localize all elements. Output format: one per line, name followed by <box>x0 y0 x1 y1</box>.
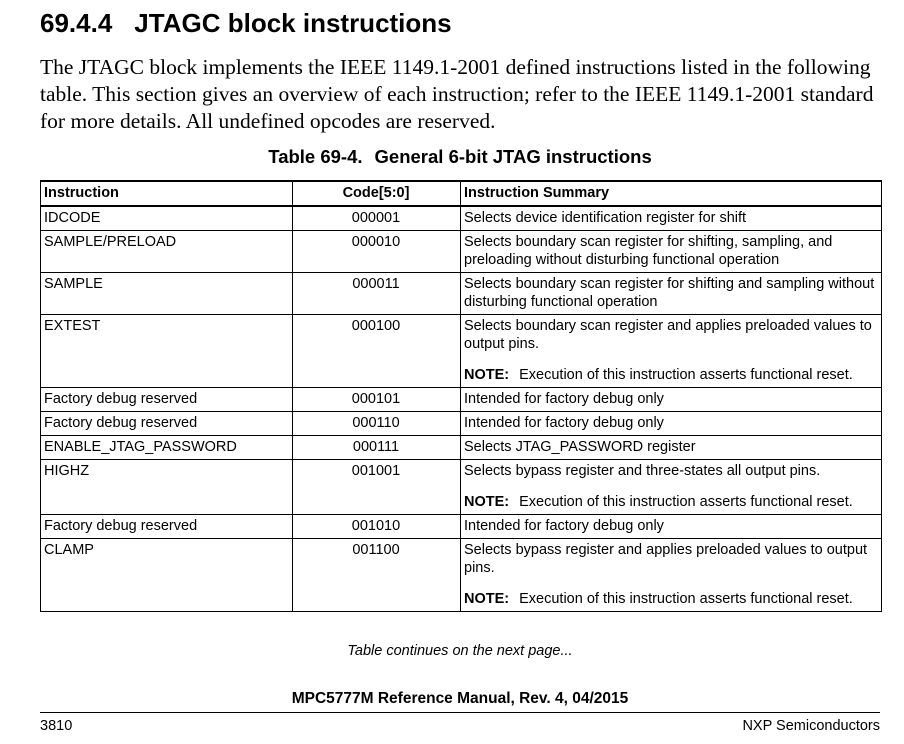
summary-cell <box>461 206 882 231</box>
code-cell: 000001 <box>293 206 461 231</box>
instruction-cell: Factory debug reserved <box>41 412 293 436</box>
table-row <box>41 412 882 436</box>
note-label: NOTE: <box>464 591 510 607</box>
instruction-cell: HIGHZ <box>41 460 293 515</box>
summary-cell <box>461 315 882 388</box>
summary-text: Selects boundary scan register for shifting and sampling without disturbing functional operation <box>464 276 875 310</box>
note-label: NOTE: <box>464 367 510 383</box>
code-cell: 001010 <box>293 515 461 539</box>
summary-text: Selects boundary scan register for shifting, sampling, and preloading without disturbing functional operation <box>464 234 833 268</box>
table-row <box>41 515 882 539</box>
summary-cell <box>461 460 882 515</box>
summary-cell <box>461 515 882 539</box>
table-row <box>41 460 882 515</box>
footer-divider <box>40 712 880 713</box>
summary-text: Selects JTAG_PASSWORD register <box>464 439 696 455</box>
footer-page-number: 3810 <box>40 718 73 734</box>
note-text <box>464 590 877 608</box>
summary-cell <box>461 388 882 412</box>
note-body: Execution of this instruction asserts functional reset. <box>519 367 853 383</box>
note-text <box>464 493 877 511</box>
table-header-row <box>41 181 882 206</box>
summary-cell <box>461 412 882 436</box>
table-label: Table 69-4. <box>268 146 363 167</box>
footer-vendor: NXP Semiconductors <box>742 718 880 734</box>
code-cell: 001100 <box>293 539 461 612</box>
section-number: 69.4.4 <box>40 8 113 38</box>
summary-text: Intended for factory debug only <box>464 415 664 431</box>
summary-text: Intended for factory debug only <box>464 391 664 407</box>
code-cell: 001001 <box>293 460 461 515</box>
instruction-cell: Factory debug reserved <box>41 388 293 412</box>
summary-cell <box>461 436 882 460</box>
header-code: Code[5:0] <box>293 181 461 206</box>
table-row <box>41 206 882 231</box>
header-instruction: Instruction <box>41 181 293 206</box>
summary-cell <box>461 231 882 273</box>
section-heading <box>40 8 452 39</box>
intro-paragraph: The JTAGC block implements the IEEE 1149.1-2001 defined instructions listed in the following table. This section gives an overview of each instruction; refer to the IEEE 1149.1-2001 standard for more details. All undefined opcodes are reserved. <box>40 55 874 133</box>
instruction-cell: EXTEST <box>41 315 293 388</box>
header-summary: Instruction Summary <box>461 181 882 206</box>
code-cell: 000111 <box>293 436 461 460</box>
code-cell: 000110 <box>293 412 461 436</box>
instruction-cell: SAMPLE <box>41 273 293 315</box>
code-cell: 000010 <box>293 231 461 273</box>
note-body: Execution of this instruction asserts functional reset. <box>519 494 853 510</box>
code-cell: 000011 <box>293 273 461 315</box>
table-continuation: Table continues on the next page... <box>347 643 573 659</box>
table-row <box>41 231 882 273</box>
table-caption <box>40 146 880 168</box>
instruction-cell: Factory debug reserved <box>41 515 293 539</box>
code-cell: 000101 <box>293 388 461 412</box>
footer-manual-title: MPC5777M Reference Manual, Rev. 4, 04/2015 <box>291 690 629 707</box>
note-label: NOTE: <box>464 494 510 510</box>
table-title: General 6-bit JTAG instructions <box>374 146 652 167</box>
note-text <box>464 366 877 384</box>
instruction-cell: ENABLE_JTAG_PASSWORD <box>41 436 293 460</box>
summary-cell <box>461 273 882 315</box>
table-row <box>41 436 882 460</box>
instruction-table <box>40 180 882 612</box>
instruction-cell: SAMPLE/PRELOAD <box>41 231 293 273</box>
table-row <box>41 388 882 412</box>
summary-text: Selects bypass register and applies preloaded values to output pins. <box>464 542 868 576</box>
table-row <box>41 539 882 612</box>
summary-text: Selects device identification register for shift <box>464 210 747 226</box>
summary-text: Intended for factory debug only <box>464 518 664 534</box>
instruction-cell: IDCODE <box>41 206 293 231</box>
note-body: Execution of this instruction asserts functional reset. <box>519 591 853 607</box>
section-title: JTAGC block instructions <box>134 8 452 38</box>
summary-text: Selects boundary scan register and applies preloaded values to output pins. <box>464 318 872 352</box>
table-body <box>41 206 882 612</box>
code-cell: 000100 <box>293 315 461 388</box>
instruction-cell: CLAMP <box>41 539 293 612</box>
summary-cell <box>461 539 882 612</box>
table-row <box>41 273 882 315</box>
summary-text: Selects bypass register and three-states all output pins. <box>464 463 821 479</box>
table-row <box>41 315 882 388</box>
